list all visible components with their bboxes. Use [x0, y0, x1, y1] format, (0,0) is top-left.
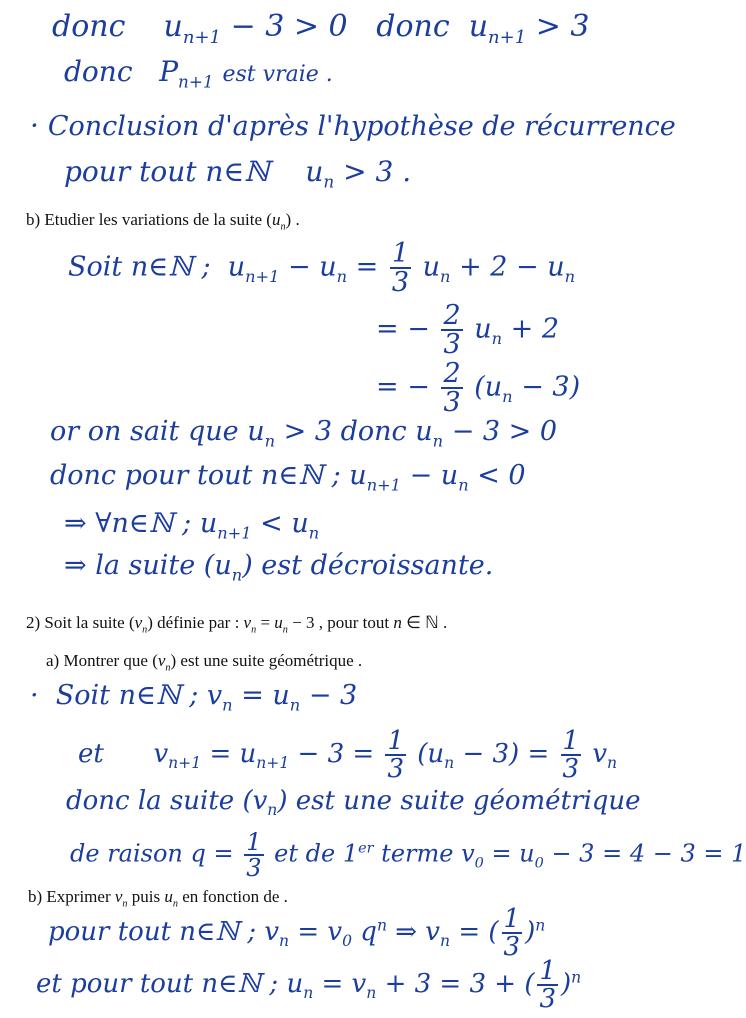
pr-var: v — [157, 651, 166, 670]
hw-line-3 — [30, 109, 676, 142]
hw-line-b7 — [64, 552, 493, 584]
hw-text: + 2 − u — [459, 251, 565, 283]
pr-text: ) définie par : — [147, 613, 240, 632]
fraction-den: 3 — [539, 984, 557, 1014]
hw-text: = u — [209, 739, 257, 769]
pr-sub: n — [122, 898, 128, 910]
hw-sub: n — [222, 695, 233, 715]
hw-sub: n — [440, 932, 451, 951]
pr-text: ∈ — [401, 613, 426, 632]
hw-text: ) est décroissante. — [242, 550, 494, 581]
hw-text: or on sait que u — [50, 416, 265, 447]
hw-text: donc — [52, 9, 126, 44]
hw-text: u — [227, 251, 246, 283]
pr-sub: n — [172, 898, 178, 910]
fraction-den: 3 — [246, 854, 262, 882]
question-2-definition — [26, 614, 447, 636]
fraction — [244, 830, 263, 880]
hw-sub: n — [323, 171, 335, 192]
hw-text: terme v — [381, 839, 475, 868]
hw-text: − u — [288, 251, 337, 283]
pr-text: 2) Soit la suite ( — [26, 613, 135, 632]
hw-text: − u — [409, 460, 459, 491]
fraction-num: 1 — [246, 828, 262, 856]
fraction-den: 3 — [391, 267, 410, 298]
pr-text: ) est une suite géométrique . — [170, 651, 363, 670]
fraction-num: 2 — [443, 300, 461, 331]
fraction — [441, 302, 462, 358]
fraction-den: 3 — [503, 932, 521, 962]
hw-text: Conclusion d'après l'hypothèse de récurrence — [47, 111, 676, 142]
pr-var: u — [164, 887, 173, 906]
pr-text: = — [256, 613, 275, 632]
hw-text: et pour tout n∈ℕ ; u — [36, 969, 304, 999]
fraction-num: 1 — [539, 956, 557, 986]
hw-sub: n — [491, 328, 503, 348]
hw-text: ⇒ la suite (u — [64, 550, 232, 581]
fraction-num: 2 — [443, 358, 461, 389]
hw-text: + 2 — [510, 313, 560, 345]
hw-sub: n — [267, 801, 278, 820]
fraction-den: 3 — [387, 754, 404, 784]
hw-line-c2 — [78, 728, 617, 782]
hw-text: pour tout n∈ℕ ; v — [48, 917, 280, 947]
hw-text: > 3 . — [343, 155, 412, 188]
hw-sub: n — [289, 695, 301, 715]
fraction-num: 1 — [387, 726, 404, 756]
hw-text: Soit n∈ℕ ; v — [55, 680, 223, 711]
hw-text: u — [468, 9, 489, 44]
pr-var: u — [271, 210, 281, 229]
hw-text: (u — [417, 739, 445, 769]
hw-text: > 3 donc u — [283, 416, 433, 447]
pr-text: b) Exprimer — [28, 887, 115, 906]
hw-line-d1 — [48, 906, 545, 960]
hw-line-b5 — [50, 462, 526, 494]
hw-text: de raison q = — [70, 839, 234, 868]
hw-text: = ( — [458, 917, 499, 947]
hw-line-b4 — [50, 418, 557, 450]
pr-naturals: ℕ — [425, 613, 439, 633]
pr-var: n — [393, 613, 402, 632]
pr-text: en fonction de . — [177, 887, 288, 906]
hw-line-1 — [52, 9, 590, 48]
hw-text: = − — [376, 371, 430, 403]
hw-text: u — [163, 9, 183, 44]
pr-text: puis — [127, 887, 165, 906]
hw-text: u — [474, 313, 492, 345]
hw-sub: n — [432, 431, 444, 451]
pr-var: u — [274, 613, 283, 632]
hw-text: < u — [260, 508, 309, 539]
pr-text: . — [438, 613, 448, 632]
hw-text: − 3 > 0 — [230, 9, 348, 44]
hw-text: < 0 — [477, 460, 526, 491]
hw-text: ⇒ ∀n∈ℕ ; u — [64, 508, 218, 539]
hw-text: − 3 — [308, 680, 358, 711]
fraction — [537, 958, 558, 1012]
hw-sub: n — [607, 754, 618, 773]
hw-text: ) est une suite géométrique — [277, 786, 641, 816]
hw-bullet: · — [30, 680, 39, 711]
hw-sup: n — [376, 916, 387, 935]
fraction — [441, 360, 462, 416]
hw-text: = — [355, 251, 379, 283]
fraction-den: 3 — [443, 387, 461, 418]
pr-var: v — [134, 613, 143, 632]
hw-text: = u — [241, 680, 290, 711]
hw-line-b6 — [64, 510, 319, 542]
hw-text: ⇒ v — [395, 917, 440, 947]
fraction-den: 3 — [562, 754, 580, 784]
pr-sub: n — [165, 662, 171, 674]
hw-line-c4 — [70, 830, 746, 880]
hw-sub: n — [336, 266, 348, 286]
hw-text: est vraie . — [222, 62, 333, 87]
hw-text: + 3 = 3 + ( — [384, 969, 535, 999]
hw-line-c1 — [30, 682, 357, 714]
hw-text: ) — [525, 917, 536, 947]
hw-sub: n — [564, 266, 576, 286]
hw-text: donc — [376, 9, 450, 44]
hw-text: − 3 = 4 − 3 = 1 — [551, 839, 746, 868]
hw-sub: n — [502, 386, 513, 406]
hw-line-4 — [64, 155, 412, 192]
hw-sup: er — [358, 840, 374, 857]
hw-line-b3 — [376, 360, 580, 416]
pr-var: v — [243, 613, 252, 632]
pr-text: b) Etudier les variations de la suite ( — [26, 210, 272, 229]
hw-text: et de 1 — [274, 839, 359, 868]
hw-text: P — [159, 55, 179, 88]
hw-text: = − — [376, 313, 430, 345]
hw-text: et — [78, 739, 104, 769]
hw-text: = v — [321, 969, 367, 999]
hw-sub: n — [366, 984, 377, 1003]
pr-sub: n — [282, 624, 288, 636]
hw-text: v — [592, 739, 608, 769]
hw-sub: n — [440, 266, 451, 286]
pr-var: v — [114, 887, 123, 906]
hw-text: > 3 — [535, 9, 590, 44]
hw-text: donc la suite (v — [66, 786, 268, 816]
hw-line-c3 — [66, 788, 641, 819]
hw-text: ) — [561, 969, 572, 999]
hw-text: − 3) — [521, 371, 581, 403]
hw-sub: 0 — [342, 932, 353, 951]
hw-text: u — [422, 251, 441, 283]
hw-text: pour tout n∈ℕ — [64, 155, 270, 188]
hw-text: u — [305, 155, 324, 188]
hw-line-b1 — [68, 240, 575, 296]
hw-line-2 — [64, 55, 333, 92]
hw-text: donc pour tout n∈ℕ ; u — [50, 460, 367, 491]
hw-sub: 0 — [534, 855, 544, 872]
hw-text: Soit n∈ℕ ; — [68, 251, 211, 283]
hw-sub: n+1 — [217, 523, 252, 543]
fraction — [502, 906, 523, 960]
hw-sub: n — [444, 754, 455, 773]
hw-text: donc — [64, 55, 133, 88]
hw-sub: n+1 — [178, 71, 214, 92]
hw-sub: n+1 — [256, 754, 290, 773]
fraction-den: 3 — [443, 329, 461, 360]
hw-text: (u — [474, 371, 503, 403]
fraction-num: 1 — [503, 904, 521, 934]
hw-line-b2 — [376, 302, 559, 358]
hw-sub: n+1 — [366, 475, 401, 495]
hw-sub: n+1 — [182, 27, 222, 48]
hw-sub: n+1 — [168, 754, 202, 773]
hw-text: = v — [297, 917, 343, 947]
fraction — [561, 728, 582, 782]
hw-text: = u — [491, 839, 535, 868]
hw-sup: n — [535, 916, 546, 935]
hw-text: v — [153, 739, 169, 769]
question-2a — [46, 652, 362, 674]
fraction-num: 1 — [391, 238, 410, 269]
hw-sub: n+1 — [488, 27, 527, 48]
hw-sub: n+1 — [245, 266, 280, 286]
pr-text: ) . — [285, 210, 300, 229]
fraction — [390, 240, 411, 296]
hw-sub: 0 — [474, 855, 484, 872]
hw-text: − 3) = — [462, 739, 550, 769]
pr-sub: n — [142, 624, 148, 636]
pr-sub: n — [280, 221, 286, 233]
hw-text: q — [360, 917, 377, 947]
hw-bullet: · — [30, 109, 39, 142]
hw-sup: n — [571, 968, 582, 987]
hw-sub: n — [279, 932, 290, 951]
hw-text: − 3 = — [297, 739, 375, 769]
pr-sub: n — [251, 624, 257, 636]
hw-sub: n — [308, 523, 320, 543]
hw-text: − 3 > 0 — [451, 416, 558, 447]
hw-sub: n — [303, 984, 314, 1003]
pr-text: a) Montrer que ( — [46, 651, 158, 670]
hw-sub: n — [231, 565, 243, 585]
hw-sub: n — [458, 475, 469, 495]
hw-line-d2 — [36, 958, 581, 1012]
pr-text: − 3 , pour tout — [287, 613, 394, 632]
fraction — [385, 728, 406, 782]
fraction-num: 1 — [562, 726, 580, 756]
hw-sub: n — [264, 431, 276, 451]
question-b-variations — [26, 211, 300, 233]
